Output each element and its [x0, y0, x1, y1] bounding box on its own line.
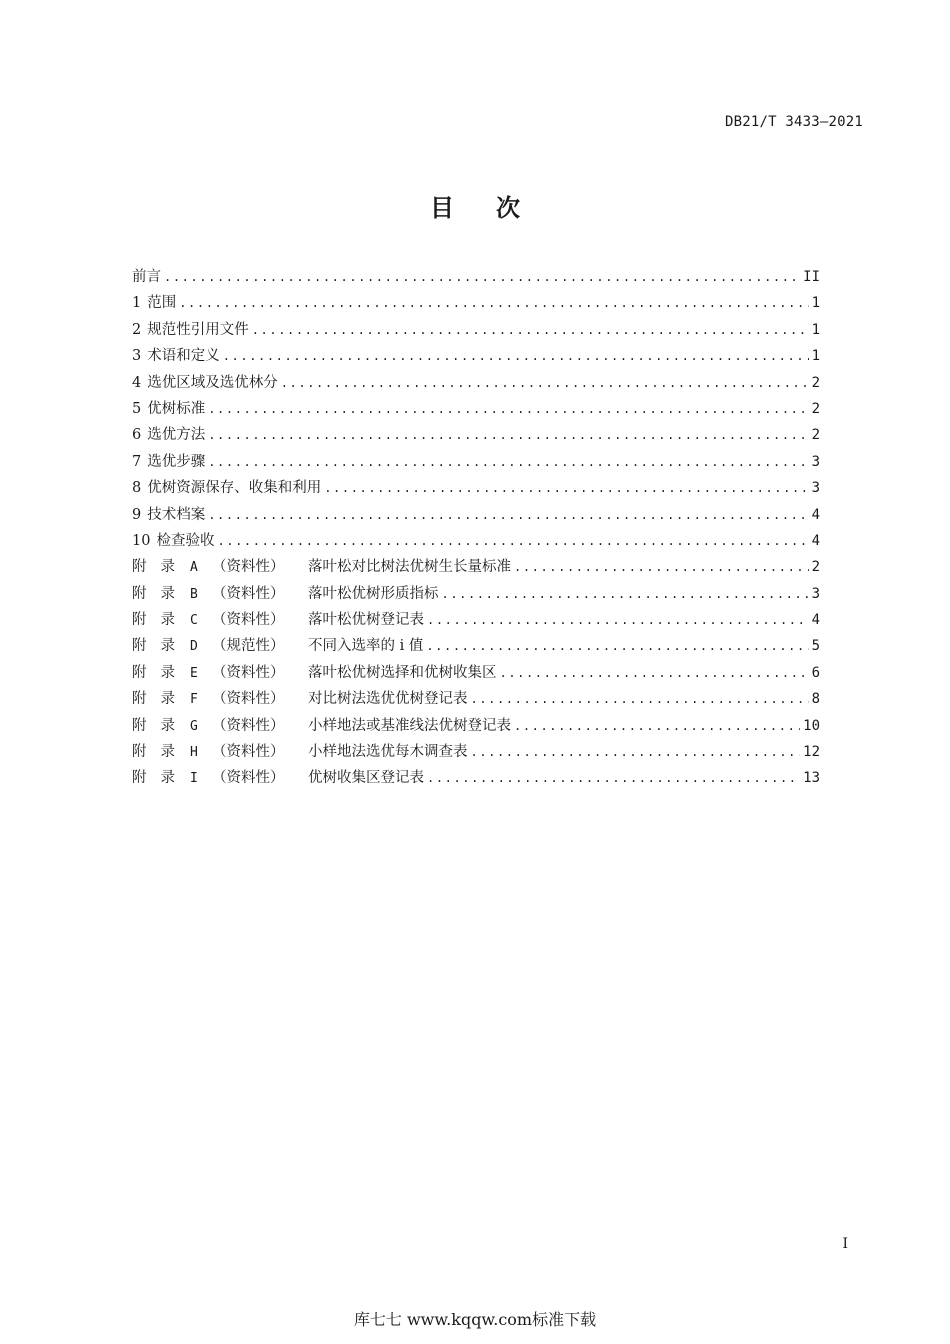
toc-entry-page: 12: [803, 744, 820, 761]
appendix-letter: E: [190, 665, 198, 681]
appendix-type: （资料性）: [212, 744, 285, 761]
appendix-letter: H: [190, 745, 198, 761]
toc-entry-3[interactable]: [132, 344, 820, 370]
appendix-word: 附 录: [132, 744, 175, 761]
appendix-letter: G: [190, 718, 198, 734]
toc-entry-page: 3: [811, 585, 820, 602]
toc-leader-dots: [514, 560, 809, 574]
toc-entry-text: 术语和定义: [147, 348, 220, 365]
toc-entry-number: 10: [132, 532, 151, 549]
appendix-word: 附 录: [132, 638, 175, 655]
toc-entry-page: 4: [811, 532, 820, 549]
toc-appendix-a[interactable]: [132, 555, 820, 581]
appendix-type: （资料性）: [212, 691, 285, 708]
toc-leader-dots: [208, 455, 808, 469]
toc-entry-page: 2: [811, 400, 820, 417]
toc-appendix-d[interactable]: [132, 634, 820, 660]
toc-entry-label: [132, 291, 176, 312]
toc-entry-number: 8: [132, 480, 142, 497]
appendix-word: 附 录: [132, 585, 175, 602]
toc-appendix-f[interactable]: [132, 687, 820, 713]
toc-title: [0, 188, 950, 223]
appendix-word: 附 录: [132, 717, 175, 734]
appendix-word: 附 录: [132, 664, 175, 681]
appendix-letter: A: [190, 560, 198, 576]
toc-appendix-label: [132, 582, 439, 603]
toc-entry-page: 1: [811, 321, 820, 338]
toc-leader-dots: [427, 613, 809, 627]
toc-appendix-label: [132, 555, 511, 576]
toc-entry-label: [132, 529, 214, 550]
toc-leader-dots: [426, 639, 808, 653]
toc-leader-dots: [500, 666, 809, 680]
footer-watermark: 库七七 www.kqqw.com标准下载: [353, 1310, 597, 1329]
toc-entry-text: 检查验收: [156, 532, 215, 549]
appendix-title: 落叶松优树选择和优树收集区: [308, 664, 497, 681]
toc-entry-number: 5: [132, 400, 142, 417]
appendix-word: 附 录: [132, 770, 175, 787]
toc-leader-dots: [442, 587, 809, 601]
toc-appendix-label: [132, 661, 497, 682]
appendix-word: 附 录: [132, 612, 175, 629]
toc-entry-page: 5: [811, 638, 820, 655]
appendix-title: 不同入选率的 i 值: [308, 638, 424, 655]
toc-entry-page: 2: [811, 427, 820, 444]
toc-entry-page: 2: [811, 559, 820, 576]
toc-title-char-2: 次: [496, 194, 520, 222]
toc-entry-page: 3: [811, 480, 820, 497]
toc-leader-dots: [179, 296, 808, 310]
appendix-title: 落叶松优树登记表: [308, 612, 424, 629]
appendix-letter: D: [190, 639, 198, 655]
appendix-type: （资料性）: [212, 664, 285, 681]
toc-appendix-g[interactable]: [132, 714, 820, 740]
toc-entry-text: 优树标准: [147, 400, 206, 417]
toc-entry-label: [132, 503, 205, 524]
toc-leader-dots: [164, 270, 800, 284]
toc-leader-dots: [208, 402, 808, 416]
toc-entry-page: II: [803, 269, 820, 285]
toc-entry-page: 4: [811, 506, 820, 523]
page-number: I: [842, 1236, 848, 1252]
toc-entry-page: 4: [811, 612, 820, 629]
toc-appendix-c[interactable]: [132, 608, 820, 634]
toc-entry-6[interactable]: [132, 423, 820, 449]
toc-appendix-h[interactable]: [132, 740, 820, 766]
toc-entry-text: 选优步骤: [147, 453, 206, 470]
toc-entry-page: 10: [803, 717, 820, 734]
appendix-word: 附 录: [132, 559, 175, 576]
toc-appendix-e[interactable]: [132, 661, 820, 687]
toc-entry-number: 7: [132, 453, 142, 470]
toc-appendix-label: [132, 740, 468, 761]
table-of-contents: [132, 265, 820, 793]
toc-leader-dots: [208, 508, 808, 522]
toc-entry-page: 1: [811, 348, 820, 365]
toc-leader-dots: [324, 481, 808, 495]
appendix-type: （规范性）: [212, 638, 285, 655]
toc-leader-dots: [427, 771, 800, 785]
standard-code: DB21/T 3433—2021: [724, 114, 863, 130]
toc-entry-2[interactable]: [132, 318, 820, 344]
toc-appendix-b[interactable]: [132, 582, 820, 608]
toc-entry-10[interactable]: [132, 529, 820, 555]
toc-entry-page: 2: [811, 374, 820, 391]
toc-entry-label: [132, 450, 205, 471]
toc-entry-label: 前言: [132, 269, 161, 285]
toc-leader-dots: [281, 376, 809, 390]
appendix-letter: C: [190, 613, 198, 629]
toc-entry-page: 6: [811, 664, 820, 681]
toc-entry-number: 3: [132, 348, 142, 365]
appendix-letter: I: [190, 771, 198, 787]
toc-entry-8[interactable]: [132, 476, 820, 502]
appendix-type: （资料性）: [212, 770, 285, 787]
toc-entry-7[interactable]: [132, 450, 820, 476]
toc-entry-text: 技术档案: [147, 506, 206, 523]
toc-entry-number: 9: [132, 506, 142, 523]
toc-entry-number: 6: [132, 427, 142, 444]
appendix-type: （资料性）: [212, 585, 285, 602]
toc-entry-label: [132, 344, 220, 365]
toc-entry-1[interactable]: [132, 291, 820, 317]
toc-entry-page: 13: [803, 770, 820, 787]
toc-entry-page: 1: [811, 295, 820, 312]
appendix-letter: F: [190, 692, 198, 708]
toc-entry-label: [132, 476, 321, 497]
toc-entry-text: 规范性引用文件: [147, 321, 249, 338]
toc-entry-foreword[interactable]: [132, 265, 820, 291]
toc-entry-number: 2: [132, 321, 142, 338]
toc-title-char-1: 目: [430, 194, 454, 222]
appendix-title: 小样地法或基准线法优树登记表: [308, 717, 511, 734]
appendix-title: 小样地法选优每木调查表: [308, 744, 468, 761]
toc-entry-label: [132, 318, 249, 339]
toc-entry-label: [132, 397, 205, 418]
toc-entry-label: [132, 423, 205, 444]
appendix-word: 附 录: [132, 691, 175, 708]
toc-entry-4[interactable]: [132, 371, 820, 397]
toc-appendix-label: [132, 766, 424, 787]
toc-leader-dots: [471, 745, 801, 759]
toc-leader-dots: [223, 349, 809, 363]
appendix-title: 优树收集区登记表: [308, 770, 424, 787]
toc-entry-page: 3: [811, 453, 820, 470]
toc-entry-number: 4: [132, 374, 142, 391]
toc-entry-number: 1: [132, 295, 142, 312]
appendix-type: （资料性）: [212, 612, 285, 629]
toc-entry-label: [132, 371, 278, 392]
toc-entry-text: 范围: [147, 295, 177, 312]
toc-appendix-label: [132, 608, 424, 629]
appendix-letter: B: [190, 586, 198, 602]
appendix-type: （资料性）: [212, 559, 285, 576]
toc-leader-dots: [514, 719, 800, 733]
toc-entry-5[interactable]: [132, 397, 820, 423]
toc-appendix-label: [132, 634, 423, 655]
toc-appendix-i[interactable]: [132, 766, 820, 792]
appendix-title: 落叶松对比树法优树生长量标准: [308, 559, 511, 576]
appendix-title: 对比树法选优优树登记表: [308, 691, 468, 708]
toc-entry-text: 优树资源保存、收集和利用: [147, 480, 322, 497]
toc-entry-text: 选优区域及选优林分: [147, 374, 278, 391]
toc-leader-dots: [252, 323, 809, 337]
toc-leader-dots: [217, 534, 808, 548]
appendix-title: 落叶松优树形质指标: [308, 585, 439, 602]
toc-entry-9[interactable]: [132, 503, 820, 529]
toc-leader-dots: [208, 428, 808, 442]
toc-entry-page: 8: [811, 691, 820, 708]
appendix-type: （资料性）: [212, 717, 285, 734]
toc-entry-text: 选优方法: [147, 427, 206, 444]
toc-leader-dots: [471, 692, 809, 706]
toc-appendix-label: [132, 714, 511, 735]
toc-appendix-label: [132, 687, 468, 708]
